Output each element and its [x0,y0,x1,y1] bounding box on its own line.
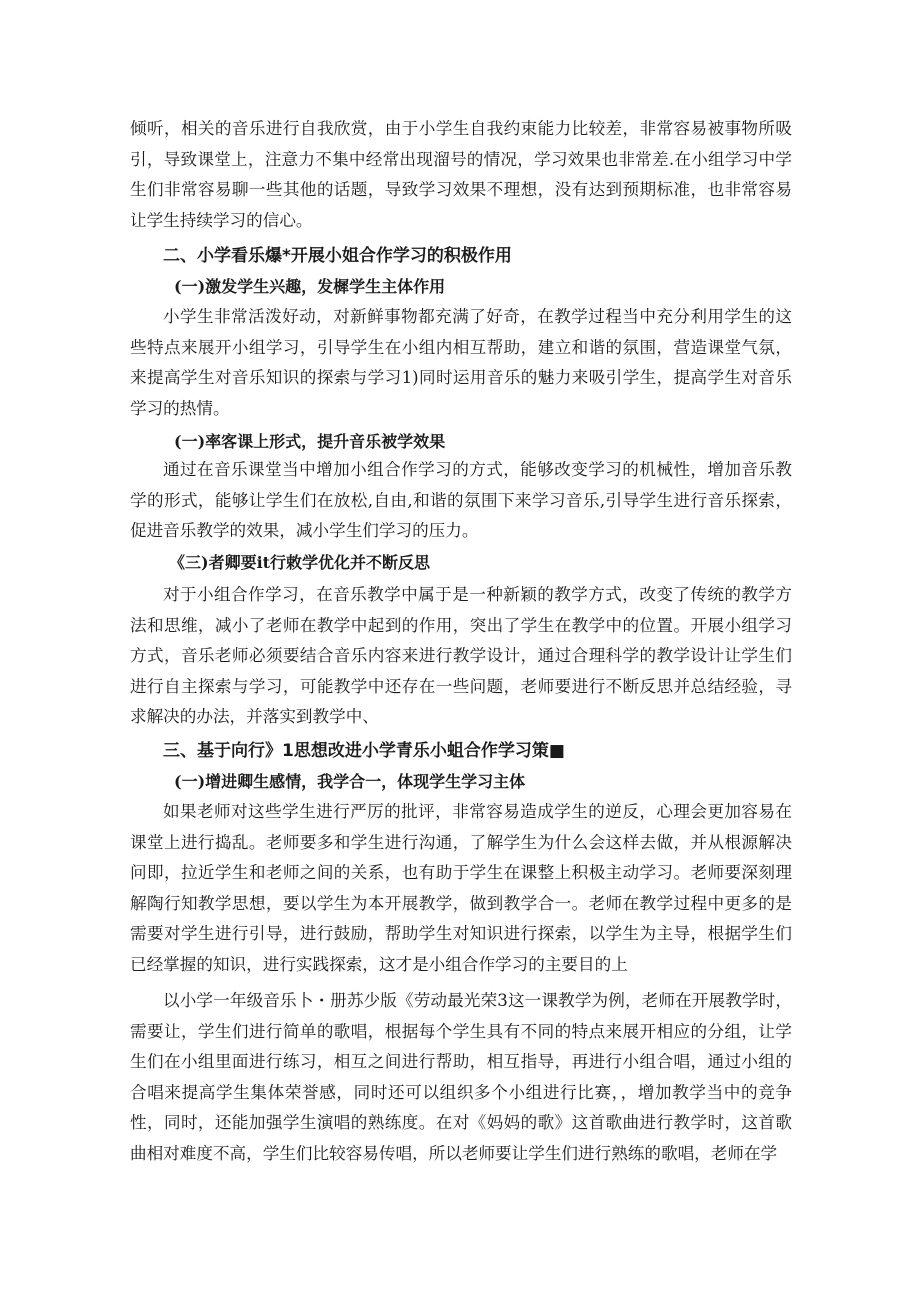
paragraph-two-2: 通过在音乐课堂当中增加小组合作学习的方式，能够改变学习的机械性，增加音乐教学的形式，能够让学生们在放松,自由,和谐的氛围下来学习音乐,引导学生进行音乐探索，促进音乐教学的效果，减小学生们学习的压力。 [130,460,792,540]
subsection-heading-three-1: (一)增进卿生感情，我学合一，体现学生学习主体 [174,772,526,791]
section-heading-three: 三、基于向行》1思想改进小学青乐小蛆合作学习策■ [163,741,565,761]
paragraph-three-1: 如果老师对这些学生进行严厉的批评，非常容易造成学生的逆反，心理会更加容易在课堂上进行捣乱。老师要多和学生进行沟通，了解学生为什么会这样去做，并从根源解决问即，拉近学生和老师之间的关系，也有助于学生在课整上积极主动学习。老师要深刻理解陶行知教学思想，要以学生为本开展教学，做到教学合一。老师在教学过程中更多的是需要对学生进行引导，进行鼓励，帮助学生对知识进行探索，以学生为主导，根据学生们已经掌握的知识，进行实践探索，这才是小组合作学习的主要目的上 [130,802,792,974]
subsection-heading-two-2: (一)率客课上形式，提升音乐被学效果 [174,432,446,451]
paragraph-two-1: 小学生非常活泼好动，对新鲜事物都充满了好奇，在教学过程当中充分利用学生的这些特点来展开小组学习，引导学生在小组内相互帮助，建立和谐的氛围，营造课堂气氛，来提高学生对音乐知识的探索与学习1)同时运用音乐的魅力来吸引学生，提高学生对音乐学习的热情。 [130,307,792,418]
paragraph-two-3: 对于小组合作学习，在音乐教学中属于是一种新颖的教学方式，改变了传统的教学方法和思维，减小了老师在教学中起到的作用，突出了学生在教学中的位置。开展小组学习方式，音乐老师必须要结合音乐内容来进行教学设计，通过合理科学的教学设计让学生们进行自主探索与学习，可能教学中还存在一些问题，老师要进行不断反思并总结经验，寻求解决的办法，并落实到教学中、 [130,585,792,726]
paragraph-three-2: 以小学一年级音乐卜・册苏少版《劳动最光荣3这一课教学为例，老师在开展教学时，需要让，学生们进行简单的歌唱，根据每个学生具有不同的特点来展开相应的分组，让学生们在小组里面进行练习，相互之间进行帮助，相互指导，再进行小组合唱，通过小组的合唱来提高学生集体荣誉感，同时还可以组织多个小组进行比赛，，增加教学当中的竞争性，同时，还能加强学生演唱的熟练度。在对《妈妈的歌》这首歌曲进行教学时，这首歌曲相对难度不高，学生们比较容易传唱，所以老师要让学生们进行熟练的歌唱，老师在学 [130,991,792,1163]
section-heading-two: 二、小学看乐爆*开展小姐合作学习的积极作用 [163,246,512,266]
paragraph-continuation: 倾听，相关的音乐进行自我欣赏，由于小学生自我约束能力比较差，非常容易被事物所吸引，导致课堂上，注意力不集中经常出现溜号的情况，学习效果也非常差.在小组学习中学生们非常容易聊一些其他的话题，导致学习效果不理想，没有达到预期标准，也非常容易让学生持续学习的信心。 [130,119,792,230]
subsection-heading-two-1: (一)激发学生兴趣，发樨学生主体作用 [174,277,446,296]
subsection-heading-two-3: 《三)者卿要it行敕学优化并不断反思 [169,553,431,572]
